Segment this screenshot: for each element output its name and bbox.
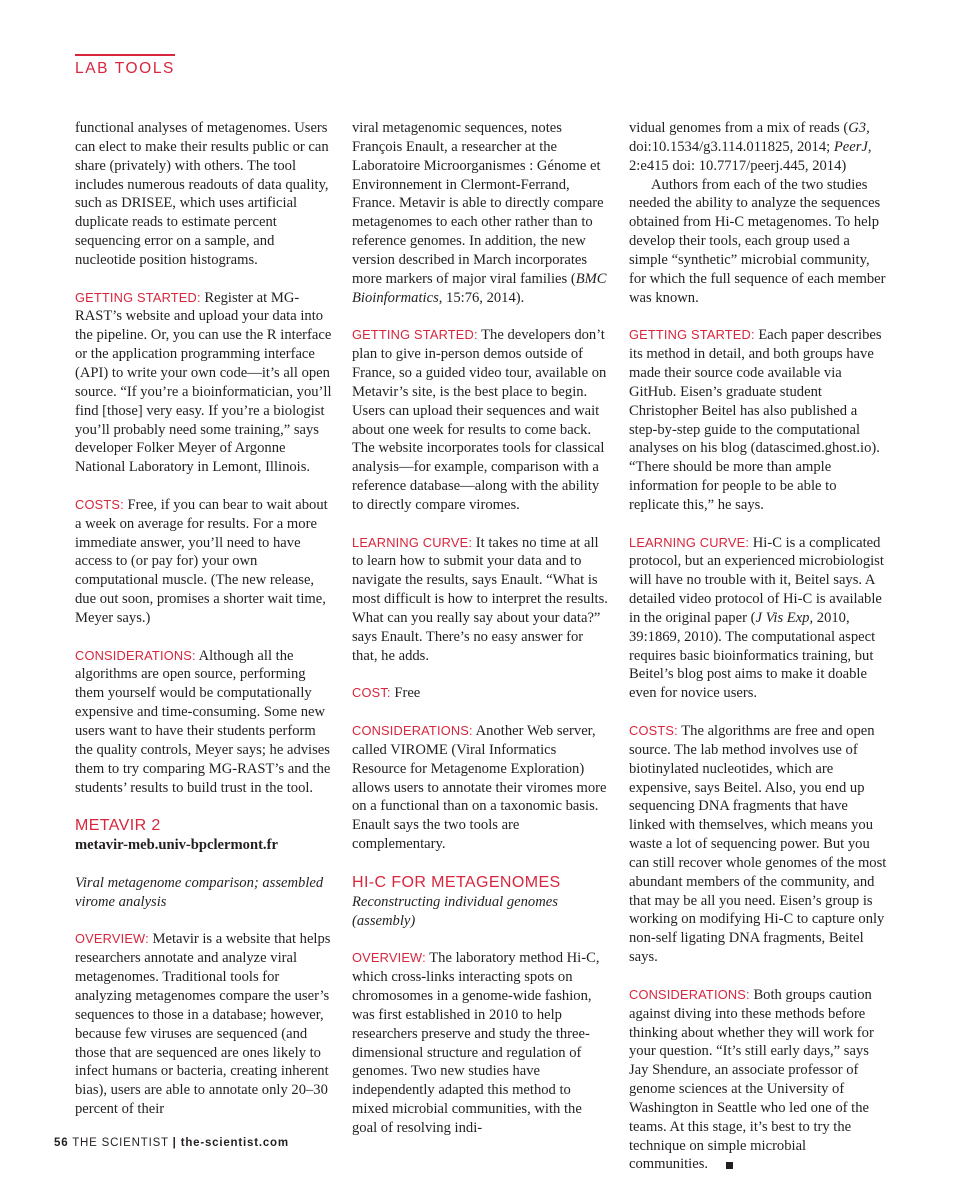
- citation-jvisexp: J Vis Exp,: [755, 609, 814, 626]
- hic-continued-paragraph: [629, 119, 887, 176]
- considerations-text: Although all the algorithms are open source, performing them yourself would be computationally expensive and time-consuming. Some new users want to have their students perform the quality controls, Meyer says; he advises them to try comparing MG-RAST’s and the students’ results to build trust in the tool.: [75, 647, 331, 796]
- hic-overview: [352, 949, 610, 1137]
- learning-curve-label: LEARNING CURVE:: [352, 534, 473, 550]
- getting-started-label: GETTING STARTED:: [75, 289, 201, 305]
- cost-label: COST:: [352, 685, 391, 701]
- metavir-considerations: [352, 722, 610, 854]
- site-url: the-scientist.com: [180, 1137, 289, 1149]
- section-label: LAB TOOLS: [75, 60, 175, 77]
- metavir-cost: [352, 684, 610, 703]
- hic-continued-text: vidual genomes from a mix of reads (: [629, 120, 849, 136]
- metavir-overview: [75, 930, 333, 1118]
- hic-authors-paragraph: Authors from each of the two studies needed the ability to analyze the sequences obtained from Hi-C metagenomes. To help develop their tools, each group used a simple “synthetic” microbial community, for which the full sequence of each member was known.: [629, 176, 886, 306]
- end-of-article-icon: [726, 1162, 733, 1169]
- hic-learning-curve: [629, 534, 887, 704]
- section-rule: [75, 54, 175, 56]
- mgrast-considerations: [75, 647, 333, 798]
- cost-text: Free: [394, 685, 421, 702]
- overview-label: OVERVIEW:: [352, 950, 426, 966]
- citation-bmc-details: 15:76, 2014).: [442, 289, 525, 306]
- metavir-getting-started: [352, 326, 610, 514]
- column-1: [75, 119, 333, 1119]
- considerations-text: Both groups caution against diving into these methods before thinking about whether they will work for your question. “It’s still early days,” says Jay Shendure, an associate professor of genome sciences at the University of Washington in Seattle who led one of the teams. At this stage, it’s best to try the technique on simple microbial communities.: [629, 986, 874, 1173]
- mgrast-costs: [75, 496, 333, 628]
- getting-started-text: The developers don’t plan to give in-person demos outside of France, so a guided video tour, available on Metavir’s site, is the best place to begin. Users can upload their sequences and wait about one week for results to come back. The website incorporates tools for classical analysis—for example, comparison with a reference database—along with the ability to directly compare viromes.: [352, 327, 607, 513]
- citation-peerj-details: 2:e415 doi: 10.7717/peerj.445, 2014): [629, 157, 847, 174]
- magazine-name: THE SCIENTIST: [72, 1137, 169, 1149]
- citation-g3-details: doi:10.1534/g3.114.011825, 2014;: [629, 138, 834, 155]
- metavir-continued-text: viral metagenomic sequences, notes François Enault, a researcher at the Laboratoire Microorganismes : Génome et Environnement in Clermont-Ferrand, France. Metavir is able to directly compare metagenomes to each other rather than to reference genomes. In addition, the new version described in March incorporates more markers of major viral families (: [352, 120, 604, 287]
- page-footer: [54, 1137, 289, 1149]
- considerations-label: CONSIDERATIONS:: [352, 723, 473, 738]
- overview-text: The laboratory method Hi-C, which cross-links interacting spots on chromosomes in a genome-wide fashion, was first established in 2010 to help researchers preserve and study the three-dimensional structure and regulation of genomes. Two new studies have independently adapted this method to mixed microbial communities, with the goal of resolving indi-: [352, 950, 600, 1136]
- costs-text: Free, if you can bear to wait about a week on average for results. For a more immediate answer, you’ll need to have access to (or pay for) your own computational muscle. (The new release, due out soon, promises a shorter wait time, Meyer says.): [75, 496, 328, 626]
- hic-title: HI-C FOR METAGENOMES: [352, 873, 561, 891]
- learning-curve-text-end: 2010, 39:1869, 2010). The computational aspect requires basic bioinformatics training, but Beitel’s blog post aims to make it doable even for novice users.: [629, 609, 876, 702]
- learning-curve-text: It takes no time at all to learn how to submit your data and to navigate the results, says Enault. “What is most difficult is how to interpret the results. What can you really say about your data?” says Enault. There’s no easy answer for that, he adds.: [352, 534, 608, 664]
- hic-costs: [629, 722, 887, 967]
- citation-bmc: BMC Bioinformatics,: [352, 270, 607, 306]
- mgrast-getting-started: [75, 289, 333, 477]
- citation-peerj: PeerJ,: [833, 138, 872, 155]
- considerations-label: CONSIDERATIONS:: [75, 647, 196, 663]
- costs-label: COSTS:: [75, 496, 124, 512]
- hic-considerations: [629, 986, 887, 1174]
- metavir-title: METAVIR 2: [75, 817, 161, 835]
- column-3: [629, 119, 887, 1174]
- metavir-description: Viral metagenome comparison; assembled virome analysis: [75, 874, 324, 910]
- getting-started-text: Each paper describes its method in detail, and both groups have made their source code available via GitHub. Eisen’s graduate student Christopher Beitel has also published a step-by-step guide to the computational analyses on his blog (datascimed.ghost.io). “There should be more than ample information for people to be able to replicate this,” he says.: [629, 327, 882, 513]
- column-2: [352, 119, 610, 1138]
- footer-separator: |: [172, 1137, 177, 1149]
- learning-curve-label: LEARNING CURVE:: [629, 534, 750, 550]
- metavir-learning-curve: [352, 534, 610, 666]
- hic-getting-started: [629, 326, 887, 514]
- costs-label: COSTS:: [629, 723, 678, 738]
- getting-started-label: GETTING STARTED:: [352, 327, 478, 343]
- citation-g3: G3,: [848, 120, 870, 136]
- getting-started-label: GETTING STARTED:: [629, 327, 755, 343]
- metavir-continued-paragraph: [352, 119, 610, 307]
- considerations-label: CONSIDERATIONS:: [629, 986, 750, 1002]
- mgrast-intro-paragraph: functional analyses of metagenomes. Users can elect to make their results public or can share (privately) with others. The tool includes numerous readouts of data quality, such as DRISEE, which uses artificial duplicate reads to estimate percent sequencing error on a sample, and nucleotide position histograms.: [75, 120, 329, 268]
- considerations-text: Another Web server, called VIROME (Viral Informatics Resource for Metagenome Exploration) allows users to annotate their viromes more on a functional than on a taxonomic basis. Enault says the two tools are complementary.: [352, 723, 607, 853]
- costs-text: The algorithms are free and open source. The lab method involves use of biotinylated nucleotides, which are expensive, says Beitel. Also, you end up sequencing DNA fragments that have linked with themselves, which means you waste a lot of sequencing power. But you can still recover whole genomes of the most abundant members of the community, and that may be all you need. Eisen’s group is working on modifying Hi-C to capture only non-self ligating DNA fragments, Beitel says.: [629, 723, 887, 966]
- metavir-url: metavir-meb.univ-bpclermont.fr: [75, 837, 278, 854]
- learning-curve-text: Hi-C is a complicated protocol, but an experienced microbiologist will have no trouble with it, Beitel says. A detailed video protocol of Hi-C is available in the original paper (: [629, 534, 884, 626]
- getting-started-text: Register at MG-RAST’s website and upload your data into the pipeline. Or, you can use the R interface or the application programming interface (API) to write your own code—it’s all open source. “If you’re a bioinformatician, you’ll find [those] very easy. If you’re a biologist you’ll probably need some training,” says developer Folker Meyer of Argonne National Laboratory in Lemont, Illinois.: [75, 289, 332, 476]
- overview-text: Metavir is a website that helps researchers annotate and analyze viral metagenomes. Traditional tools for analyzing metagenomes compare the user’s sequences to those in a database; however, because few viruses are sequenced (and those that are sequenced are ones likely to infect humans or bacteria, creating inherent bias), users are able to annotate only 20–30 percent of their: [75, 931, 331, 1118]
- overview-label: OVERVIEW:: [75, 931, 149, 947]
- page-number: 56: [54, 1137, 69, 1149]
- hic-description: Reconstructing individual genomes (assembly): [352, 893, 558, 929]
